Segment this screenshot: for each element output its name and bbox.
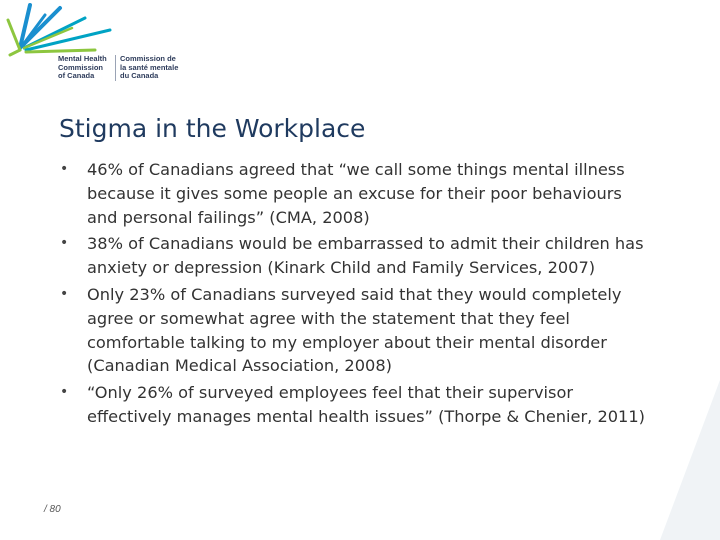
bullet-item: [60, 283, 650, 378]
bullet-list: [60, 158, 650, 432]
starburst-logo-icon: [0, 0, 120, 60]
bullet-item: [60, 381, 650, 429]
org-name-english: Mental Health Commission of Canada: [58, 54, 107, 80]
bullet-item: [60, 232, 650, 280]
bullet-text: 38% of Canadians would be embarrassed to admit their children has anxiety or depression (Kinark Child and Family Services, 2007): [87, 234, 644, 278]
bullet-icon: •: [60, 285, 69, 302]
org-name-french: Commission de la santé mentale du Canada: [120, 54, 179, 80]
bullet-item: [60, 158, 650, 229]
bullet-text: “Only 26% of surveyed employees feel that their supervisor effectively manages mental health issues” (Thorpe & Chenier, 2011): [87, 383, 645, 426]
mhcc-logo: [0, 0, 200, 90]
bullet-text: 46% of Canadians agreed that “we call some things mental illness because it gives some people an excuse for their poor behaviours and personal failings” (CMA, 2008): [87, 160, 625, 227]
bullet-icon: •: [60, 384, 69, 401]
bullet-icon: •: [60, 235, 69, 252]
slide-title: Stigma in the Workplace: [59, 114, 366, 143]
logo-divider: [115, 55, 116, 81]
bullet-text: Only 23% of Canadians surveyed said that they would completely agree or somewhat agree with the statement that they feel comfortable talking to my employer about their mental disorder (Canadian Medical Association, 2008): [87, 284, 622, 376]
page-number: / 80: [44, 504, 61, 515]
corner-accent-decoration: [660, 380, 720, 540]
bullet-icon: •: [60, 161, 69, 177]
